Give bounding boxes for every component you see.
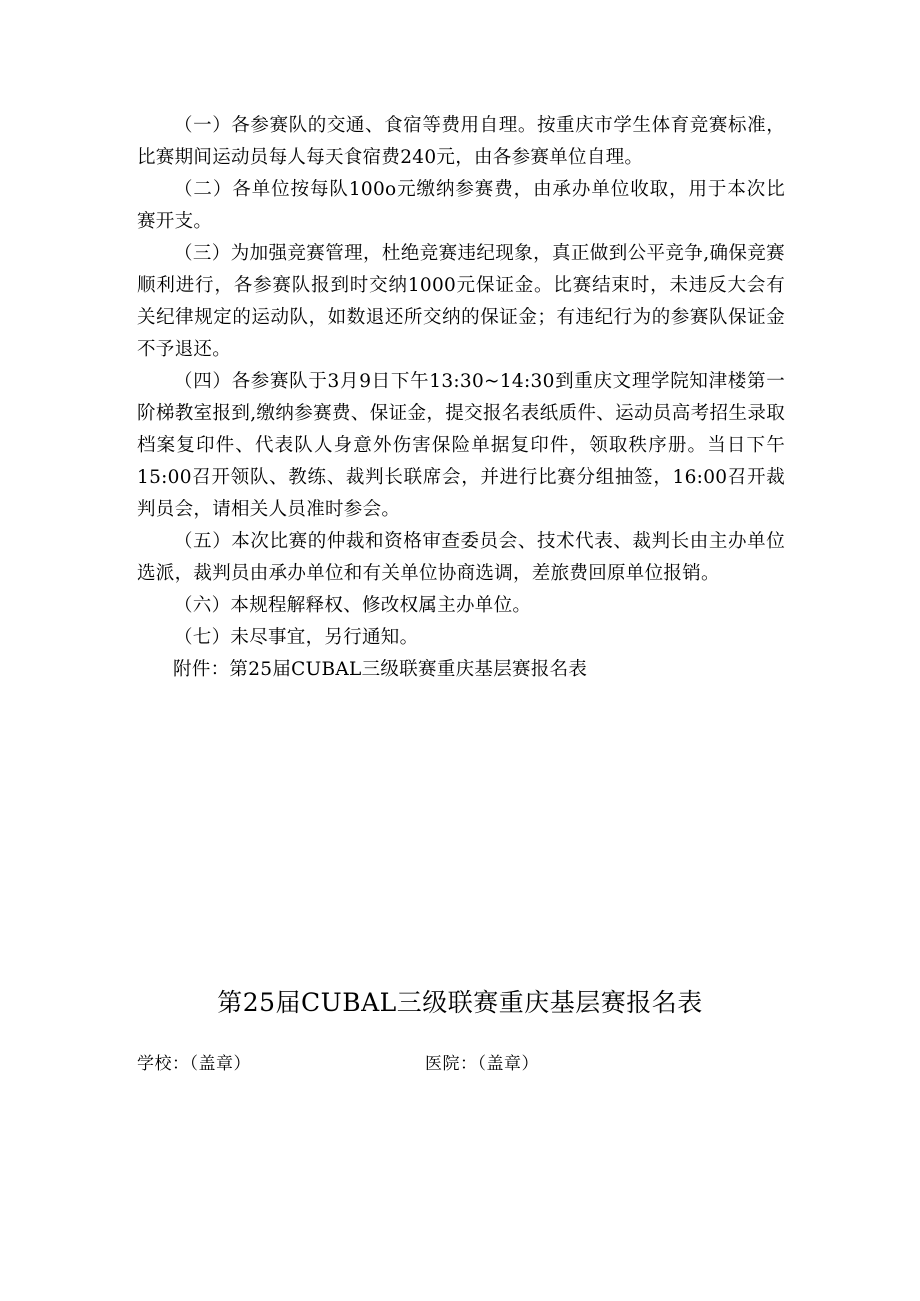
paragraph-2: （二）各单位按每队100o元缴纳参赛费，由承办单位收取，用于本次比赛开支。 bbox=[137, 179, 785, 232]
paragraph-4: （四）各参赛队于3月9日下午13:30~14:30到重庆文理学院知津楼第一阶梯教室报到,缴纳参赛费、保证金，提交报名表纸质件、运动员高考招生录取档案复印件、代表队人身意外伤害保险单据复印件，领取秩序册。当日下午15:00召开领队、教练、裁判长联席会，并进行比赛分组抽签，16:00召开裁判员会，请相关人员准时参会。 bbox=[137, 371, 785, 520]
attachment-note: 附件：第25届CUBAL三级联赛重庆基层赛报名表 bbox=[173, 659, 588, 680]
paragraph-5: （五）本次比赛的仲裁和资格审查委员会、技术代表、裁判长由主办单位选派，裁判员由承办单位和有关单位协商选调，差旅费回原单位报销。 bbox=[137, 531, 785, 584]
school-stamp-field: 学校：（盖章） bbox=[137, 1054, 251, 1074]
paragraph-6: （六）本规程解释权、修改权属主办单位。 bbox=[174, 595, 532, 616]
regulation-body bbox=[137, 110, 785, 686]
registration-form-title: 第25届CUBAL三级联赛重庆基层赛报名表 bbox=[217, 988, 703, 1017]
hospital-stamp-field: 医院：（盖章） bbox=[425, 1054, 539, 1074]
paragraph-3: （三）为加强竞赛管理，杜绝竞赛违纪现象，真正做到公平竞争,确保竞赛顺利进行，各参赛队报到时交纳1000元保证金。比赛结束时，未违反大会有关纪律规定的运动队，如数退还所交纳的保证金；有违纪行为的参赛队保证金不予退还。 bbox=[137, 243, 785, 360]
paragraph-1: （一）各参赛队的交通、食宿等费用自理。按重庆市学生体育竞赛标准，比赛期间运动员每人每天食宿费240元，由各参赛单位自理。 bbox=[137, 115, 785, 168]
paragraph-7: （七）未尽事宜，另行通知。 bbox=[174, 627, 419, 648]
